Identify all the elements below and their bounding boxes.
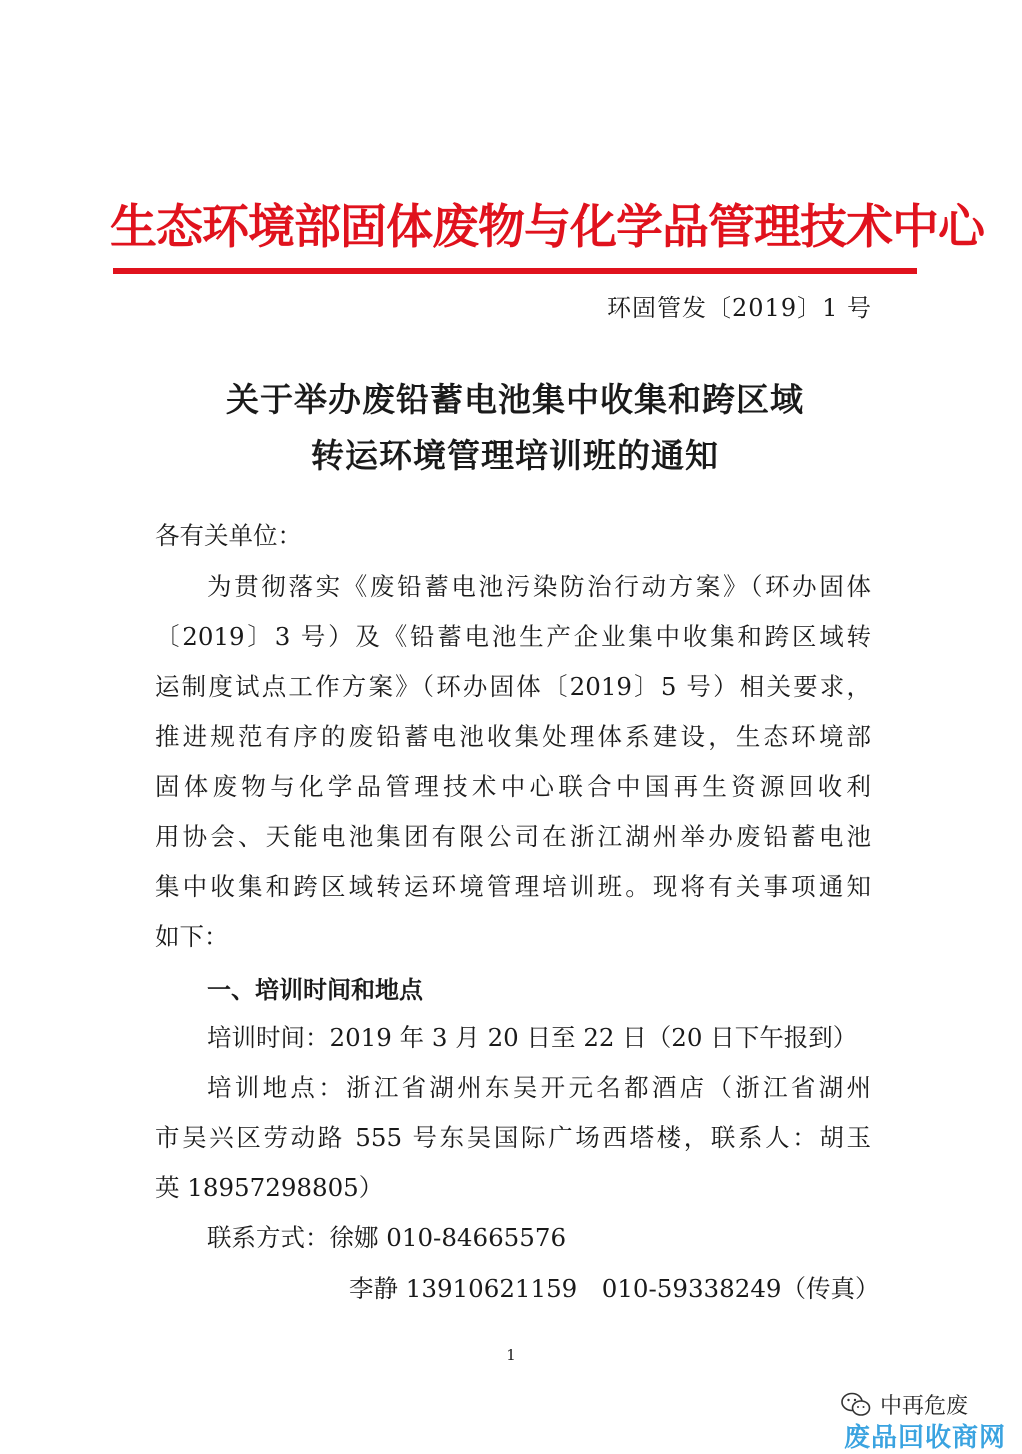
page-number: 1 [506, 1346, 516, 1364]
title-line-2: 转运环境管理培训班的通知 [311, 436, 719, 475]
paragraph-line: 〔2019〕3 号）及《铅蓄电池生产企业集中收集和跨区域转 [155, 622, 871, 651]
document-number: 环固管发〔2019〕1 号 [607, 294, 872, 322]
contact-line-2: 李静 13910621159 010-59338249（传真） [349, 1274, 880, 1303]
paragraph-line: 推进规范有序的废铅蓄电池收集处理体系建设，生态环境部 [155, 722, 871, 751]
watermark-account-name: 中再危废 [880, 1394, 969, 1419]
training-location-line: 英 18957298805） [155, 1173, 384, 1202]
red-divider-line [113, 268, 917, 274]
document-title [110, 372, 920, 484]
training-location-line: 培训地点：浙江省湖州东吴开元名都酒店（浙江省湖州 [207, 1073, 871, 1102]
contact-line-1: 联系方式：徐娜 010-84665576 [207, 1223, 567, 1252]
paragraph-line: 为贯彻落实《废铅蓄电池污染防治行动方案》（环办固体 [207, 572, 871, 601]
training-time: 培训时间：2019 年 3 月 20 日至 22 日（20 日下午报到） [207, 1023, 858, 1052]
organization-header: 生态环境部固体废物与化学品管理技术中心 [110, 200, 984, 255]
section-heading-1: 一、培训时间和地点 [207, 976, 423, 1004]
paragraph-line: 固体废物与化学品管理技术中心联合中国再生资源回收利 [155, 772, 871, 801]
paragraph-line: 集中收集和跨区域转运环境管理培训班。现将有关事项通知 [155, 872, 871, 901]
paragraph-line: 运制度试点工作方案》（环办固体〔2019〕5 号）相关要求， [155, 672, 871, 701]
paragraph-line: 如下： [155, 922, 229, 951]
salutation: 各有关单位： [155, 521, 302, 550]
watermark-site-name: 废品回收商网 [844, 1423, 1007, 1453]
title-line-1: 关于举办废铅蓄电池集中收集和跨区域 [226, 380, 804, 419]
paragraph-line: 用协会、天能电池集团有限公司在浙江湖州举办废铅蓄电池 [155, 822, 871, 851]
training-location-line: 市吴兴区劳动路 555 号东吴国际广场西塔楼，联系人：胡玉 [155, 1123, 871, 1152]
wechat-icon [840, 1391, 872, 1419]
watermark [838, 1385, 1018, 1453]
